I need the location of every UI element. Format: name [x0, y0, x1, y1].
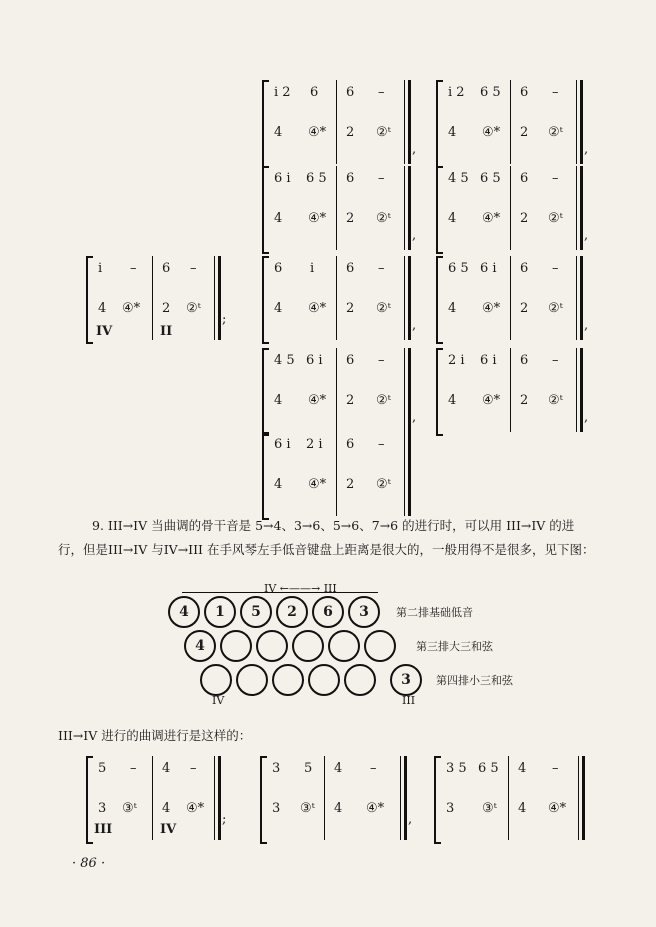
bass-key: 1: [204, 596, 236, 628]
upper-note: 2 i: [306, 437, 323, 452]
music-system: [436, 344, 596, 436]
separator: ,: [584, 410, 589, 425]
upper-note: –: [378, 437, 385, 452]
music-system: [86, 252, 246, 344]
lower-note: ④*: [308, 393, 327, 408]
upper-note: 4 5: [274, 353, 295, 368]
page-number: · 86 ·: [72, 856, 106, 871]
lower-note: 4: [334, 801, 343, 816]
upper-note: –: [378, 171, 385, 186]
upper-note: 6: [520, 261, 529, 276]
bass-key: 3: [348, 596, 380, 628]
system-brace: [262, 432, 269, 520]
music-system: [262, 252, 422, 344]
lower-note: 4: [518, 801, 527, 816]
keyboard-bottom-label: IV: [212, 694, 225, 707]
lower-note: 2: [346, 211, 355, 226]
system-brace: [86, 756, 93, 844]
lower-note: ④*: [482, 301, 501, 316]
system-brace: [260, 756, 267, 844]
lower-note: 4: [448, 211, 457, 226]
range-bracket: [182, 592, 378, 593]
upper-note: 6 5: [478, 761, 499, 776]
upper-note: i: [98, 261, 103, 276]
upper-note: 4: [334, 761, 343, 776]
bass-key: 5: [240, 596, 272, 628]
paragraph-line: 9. III→IV 当曲调的骨干音是 5→4、3→6、5→6、7→6 的进行时，可以用 III→IV 的进: [92, 518, 575, 533]
lower-note: ②ᵗ: [548, 211, 563, 226]
upper-note: 6: [346, 261, 355, 276]
music-system: [262, 428, 422, 520]
music-system: [262, 76, 422, 168]
end-barline: [214, 756, 221, 840]
upper-note: 6 5: [306, 171, 327, 186]
upper-note: 4: [162, 761, 171, 776]
system-brace: [262, 256, 269, 344]
lower-note: 2: [520, 211, 529, 226]
row-label: 第三排大三和弦: [416, 640, 493, 653]
music-system: [262, 162, 422, 254]
keyboard-top-label: IV ←——→ III: [264, 582, 337, 595]
caption: III→IV 进行的曲调进行是这样的：: [58, 728, 252, 743]
barline: [336, 166, 337, 250]
upper-note: i 2: [448, 85, 465, 100]
upper-note: i: [310, 261, 315, 276]
upper-note: 6 i: [274, 437, 291, 452]
upper-note: –: [552, 171, 559, 186]
lower-note: ②ᵗ: [376, 211, 391, 226]
barline: [152, 756, 153, 840]
upper-note: 6: [346, 171, 355, 186]
separator: ,: [584, 142, 589, 157]
barline: [336, 80, 337, 164]
major-chord-key: [256, 630, 288, 662]
lower-note: 2: [520, 301, 529, 316]
system-brace: [436, 80, 443, 168]
minor-chord-key: 3: [390, 664, 422, 696]
minor-chord-key: [308, 664, 340, 696]
end-barline: [404, 256, 411, 340]
upper-note: –: [552, 353, 559, 368]
major-chord-key: [328, 630, 360, 662]
upper-note: 5: [304, 761, 313, 776]
end-barline: [404, 166, 411, 250]
music-system: [434, 752, 594, 844]
upper-note: 4 5: [448, 171, 469, 186]
upper-note: –: [378, 261, 385, 276]
end-barline: [404, 80, 411, 164]
upper-note: –: [552, 261, 559, 276]
bass-key: 6: [312, 596, 344, 628]
separator: ;: [222, 312, 227, 327]
music-system: [260, 752, 420, 844]
end-barline: [576, 348, 583, 432]
lower-note: ③ᵗ: [300, 801, 315, 816]
upper-note: 6: [346, 353, 355, 368]
separator: ,: [412, 318, 417, 333]
upper-note: –: [190, 761, 197, 776]
lower-note: ④*: [482, 393, 501, 408]
keyboard-bottom-label: III: [402, 694, 416, 707]
lower-note: 4: [448, 393, 457, 408]
upper-note: 6: [162, 261, 171, 276]
upper-note: 6: [520, 85, 529, 100]
lower-note: 4: [448, 301, 457, 316]
upper-note: 6: [520, 353, 529, 368]
music-system: [436, 76, 596, 168]
lower-note: ④*: [482, 211, 501, 226]
upper-note: 6 i: [274, 171, 291, 186]
upper-note: 6: [274, 261, 283, 276]
lower-note: 4: [274, 211, 283, 226]
upper-note: –: [378, 353, 385, 368]
lower-note: ④*: [308, 211, 327, 226]
lower-note: 3: [446, 801, 455, 816]
lower-note: 4: [448, 125, 457, 140]
lower-note: 2: [346, 125, 355, 140]
lower-note: ④*: [548, 801, 567, 816]
major-chord-key: [220, 630, 252, 662]
barline: [510, 80, 511, 164]
lower-note: ②ᵗ: [548, 301, 563, 316]
upper-note: –: [130, 761, 137, 776]
roman-numeral: III: [94, 822, 113, 837]
upper-note: 3 5: [446, 761, 467, 776]
minor-chord-key: [236, 664, 268, 696]
upper-note: 5: [98, 761, 107, 776]
barline: [152, 256, 153, 340]
lower-note: ④*: [308, 477, 327, 492]
accordion-bass-keyboard: [168, 582, 638, 707]
lower-note: ②ᵗ: [186, 301, 201, 316]
lower-note: ④*: [482, 125, 501, 140]
upper-note: –: [190, 261, 197, 276]
lower-note: 4: [162, 801, 171, 816]
lower-note: ③ᵗ: [122, 801, 137, 816]
end-barline: [404, 432, 411, 516]
upper-note: 3: [272, 761, 281, 776]
separator: ,: [584, 228, 589, 243]
upper-note: 6 i: [480, 261, 497, 276]
lower-note: 3: [272, 801, 281, 816]
lower-note: ④*: [366, 801, 385, 816]
system-brace: [434, 756, 441, 844]
system-brace: [86, 256, 93, 344]
end-barline: [576, 166, 583, 250]
upper-note: 6: [346, 437, 355, 452]
upper-note: 4: [518, 761, 527, 776]
upper-note: –: [552, 761, 559, 776]
lower-note: 2: [162, 301, 171, 316]
lower-note: ③ᵗ: [482, 801, 497, 816]
paragraph-line: 行，但是III→IV 与IV→III 在手风琴左手低音键盘上距离是很大的，一般用得不是很多，见下图：: [58, 542, 595, 557]
music-system: [436, 252, 596, 344]
barline: [510, 256, 511, 340]
system-brace: [262, 166, 269, 254]
upper-note: 6: [520, 171, 529, 186]
bass-key: 2: [276, 596, 308, 628]
lower-note: 3: [98, 801, 107, 816]
lower-note: 2: [520, 125, 529, 140]
end-barline: [578, 756, 585, 840]
separator: ,: [412, 228, 417, 243]
lower-note: 2: [346, 393, 355, 408]
major-chord-key: [292, 630, 324, 662]
lower-note: 4: [274, 301, 283, 316]
end-barline: [576, 256, 583, 340]
minor-chord-key: [344, 664, 376, 696]
lower-note: 4: [98, 301, 107, 316]
major-chord-key: 4: [184, 630, 216, 662]
upper-note: 6: [310, 85, 319, 100]
upper-note: –: [130, 261, 137, 276]
lower-note: ④*: [186, 801, 205, 816]
upper-note: 6 i: [306, 353, 323, 368]
separator: ,: [412, 142, 417, 157]
major-chord-key: [364, 630, 396, 662]
separator: ,: [584, 318, 589, 333]
barline: [510, 348, 511, 432]
upper-note: i 2: [274, 85, 291, 100]
system-brace: [436, 348, 443, 436]
upper-note: 6 i: [480, 353, 497, 368]
upper-note: 6 5: [448, 261, 469, 276]
lower-note: ④*: [308, 301, 327, 316]
lower-note: ②ᵗ: [376, 125, 391, 140]
system-brace: [436, 166, 443, 254]
lower-note: ④*: [308, 125, 327, 140]
lower-note: ②ᵗ: [376, 393, 391, 408]
end-barline: [576, 80, 583, 164]
barline: [336, 256, 337, 340]
separator: ,: [408, 812, 413, 827]
lower-note: 4: [274, 393, 283, 408]
upper-note: 2 i: [448, 353, 465, 368]
bass-key: 4: [168, 596, 200, 628]
end-barline: [214, 256, 221, 340]
lower-note: 2: [346, 301, 355, 316]
system-brace: [436, 256, 443, 344]
roman-numeral: IV: [96, 324, 113, 339]
end-barline: [400, 756, 407, 840]
roman-numeral: II: [160, 324, 173, 339]
row-label: 第四排小三和弦: [436, 674, 513, 687]
lower-note: ②ᵗ: [376, 301, 391, 316]
barline: [336, 348, 337, 432]
music-system: [86, 752, 246, 844]
barline: [324, 756, 325, 840]
minor-chord-key: [200, 664, 232, 696]
lower-note: 4: [274, 477, 283, 492]
upper-note: –: [378, 85, 385, 100]
music-system: [262, 344, 422, 436]
upper-note: –: [370, 761, 377, 776]
upper-note: 6 5: [480, 171, 501, 186]
minor-chord-key: [272, 664, 304, 696]
lower-note: ②ᵗ: [548, 125, 563, 140]
separator: ,: [412, 410, 417, 425]
lower-note: ④*: [122, 301, 141, 316]
barline: [510, 166, 511, 250]
lower-note: 2: [520, 393, 529, 408]
barline: [336, 432, 337, 516]
system-brace: [262, 80, 269, 168]
roman-numeral: IV: [160, 822, 177, 837]
lower-note: ②ᵗ: [376, 477, 391, 492]
row-label: 第二排基础低音: [396, 606, 473, 619]
music-system: [436, 162, 596, 254]
barline: [508, 756, 509, 840]
system-brace: [262, 348, 269, 436]
end-barline: [404, 348, 411, 432]
upper-note: 6 5: [480, 85, 501, 100]
upper-note: 6: [346, 85, 355, 100]
lower-note: ②ᵗ: [548, 393, 563, 408]
separator: ;: [222, 812, 227, 827]
lower-note: 2: [346, 477, 355, 492]
upper-note: –: [552, 85, 559, 100]
lower-note: 4: [274, 125, 283, 140]
